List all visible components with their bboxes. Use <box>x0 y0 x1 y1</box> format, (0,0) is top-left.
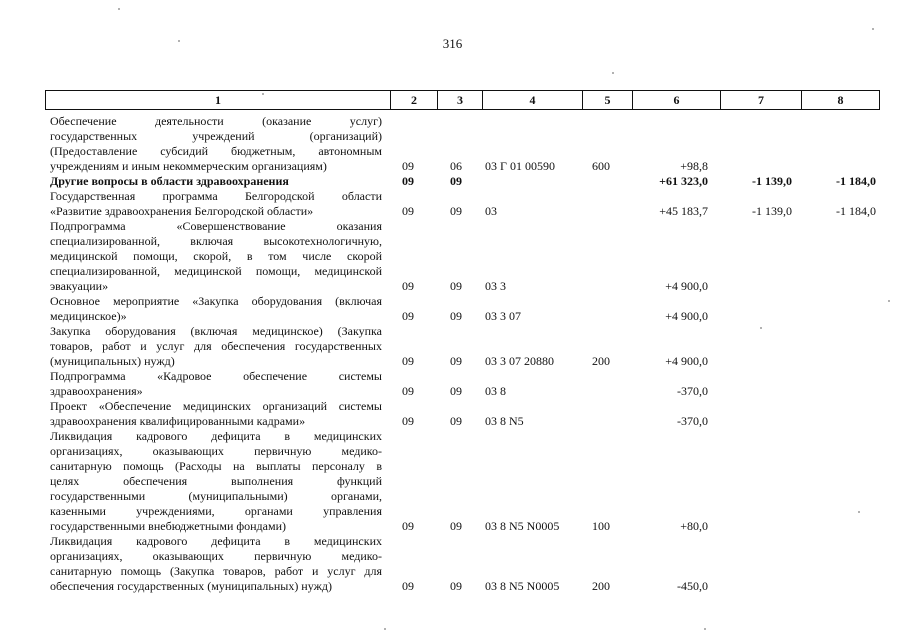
header-col-8: 8 <box>837 93 844 107</box>
row-8-description-line: государственными внебюджетными фондами) <box>50 519 287 533</box>
row-8-description <box>50 429 382 534</box>
row-0-col-5: 600 <box>592 159 610 173</box>
row-7-description-line: здравоохранения квалифицированными кадрами» <box>50 414 306 428</box>
row-4-col-4: 03 3 07 <box>485 309 521 323</box>
row-0-description-line: государственных учреждений (организаций) <box>50 129 382 143</box>
row-6-col-3: 09 <box>450 384 462 398</box>
row-6-description-line: Подпрограмма «Кадровое обеспечение системы <box>50 369 382 383</box>
row-2-col-3: 09 <box>450 204 462 218</box>
row-5-description-line: Закупка оборудования (включая медицинское) (Закупка <box>50 324 382 338</box>
row-6-col-2: 09 <box>402 384 414 398</box>
row-1-col-2: 09 <box>402 174 414 188</box>
row-3-description-line: эвакуации» <box>50 279 109 293</box>
row-4-col-2: 09 <box>402 309 414 323</box>
header-col-7: 7 <box>721 91 802 109</box>
scan-speck <box>760 327 762 329</box>
row-2-col-6: +45 183,7 <box>659 204 708 218</box>
row-1-col-7: -1 139,0 <box>752 174 792 188</box>
row-8-col-5: 100 <box>592 519 610 533</box>
row-2-description-line: «Развитие здравоохранения Белгородской области» <box>50 204 314 218</box>
scan-speck <box>704 628 706 630</box>
row-5-description-line: (муниципальных) нужд) <box>50 354 175 368</box>
row-3-col-6: +4 900,0 <box>665 279 708 293</box>
row-2-col-7: -1 139,0 <box>752 204 792 218</box>
row-3-col-4: 03 3 <box>485 279 506 293</box>
header-col-4: 4 <box>483 91 583 109</box>
table-header <box>45 90 880 110</box>
row-9-col-5: 200 <box>592 579 610 593</box>
row-2-col-8: -1 184,0 <box>836 204 876 218</box>
row-4-description-line: медицинское)» <box>50 309 127 323</box>
row-7-col-4: 03 8 N5 <box>485 414 524 428</box>
page-number: 316 <box>442 36 463 51</box>
row-3-col-3: 09 <box>450 279 462 293</box>
row-9-description-line: организациях, оказывающих первичную медико- <box>50 549 382 563</box>
row-1-col-3: 09 <box>450 174 462 188</box>
row-8-description-line: целях обеспечения выполнения функций <box>50 474 382 488</box>
scan-speck <box>888 300 890 302</box>
scan-speck <box>178 40 180 42</box>
row-2-col-4: 03 <box>485 204 497 218</box>
row-3-col-2: 09 <box>402 279 414 293</box>
row-0-col-3: 06 <box>450 159 462 173</box>
row-1-col-6: +61 323,0 <box>659 174 708 188</box>
row-4-col-6: +4 900,0 <box>665 309 708 323</box>
row-8-description-line: казенными учреждениями, органами управления <box>50 504 382 518</box>
row-3-description-line: специализированной, включая высокотехнологичную, <box>50 234 382 248</box>
row-8-description-line: государственными (муниципальными) органами, <box>50 489 382 503</box>
row-7-col-6: -370,0 <box>677 414 708 428</box>
row-7-col-3: 09 <box>450 414 462 428</box>
row-9-description <box>50 534 382 594</box>
scan-speck <box>262 93 264 95</box>
row-5-description-line: товаров, работ и услуг для обеспечения государственных <box>50 339 382 353</box>
row-5-col-2: 09 <box>402 354 414 368</box>
scan-speck <box>384 628 386 630</box>
scan-speck <box>118 8 120 10</box>
row-0-col-4: 03 Г 01 00590 <box>485 159 555 173</box>
row-9-description-line: Ликвидация кадрового дефицита в медицинских <box>50 534 382 548</box>
header-col-5: 5 <box>583 91 633 109</box>
scan-speck <box>858 511 860 513</box>
row-8-col-3: 09 <box>450 519 462 533</box>
row-8-col-4: 03 8 N5 N0005 <box>485 519 560 533</box>
row-5-col-5: 200 <box>592 354 610 368</box>
row-5-description <box>50 324 382 369</box>
row-0-description-line: Обеспечение деятельности (оказание услуг) <box>50 114 382 128</box>
row-6-col-6: -370,0 <box>677 384 708 398</box>
row-7-col-2: 09 <box>402 414 414 428</box>
row-3-description-line: специализированной, медицинской помощи, медицинской <box>50 264 382 278</box>
row-8-description-line: Ликвидация кадрового дефицита в медицинских <box>50 429 382 443</box>
row-3-description-line: Подпрограмма «Совершенствование оказания <box>50 219 382 233</box>
row-8-description-line: санитарную помощь (Расходы на выплаты персоналу в <box>50 459 382 473</box>
row-1-description <box>50 174 382 189</box>
row-0-description-line: учреждениям и иным некоммерческим организациям) <box>50 159 327 173</box>
row-6-description <box>50 369 382 399</box>
row-3-description-line: медицинской помощи, скорой, в том числе скорой <box>50 249 382 263</box>
row-2-description <box>50 189 382 219</box>
row-4-col-3: 09 <box>450 309 462 323</box>
row-5-col-4: 03 3 07 20880 <box>485 354 554 368</box>
row-4-description <box>50 294 382 324</box>
row-9-col-6: -450,0 <box>677 579 708 593</box>
row-8-col-6: +80,0 <box>680 519 708 533</box>
row-9-description-line: санитарную помощь (Закупка товаров, работ и услуг для <box>50 564 382 578</box>
row-5-col-6: +4 900,0 <box>665 354 708 368</box>
row-0-description-line: (Предоставление субсидий бюджетным, автономным <box>50 144 382 158</box>
row-3-description <box>50 219 382 294</box>
header-col-6: 6 <box>633 91 721 109</box>
row-5-col-3: 09 <box>450 354 462 368</box>
row-1-col-8: -1 184,0 <box>836 174 876 188</box>
header-col-3: 3 <box>438 91 483 109</box>
row-1-description-line: Другие вопросы в области здравоохранения <box>50 174 289 188</box>
scan-speck <box>612 72 614 74</box>
row-8-description-line: организациях, оказывающих первичную медико- <box>50 444 382 458</box>
row-6-col-4: 03 8 <box>485 384 506 398</box>
row-6-description-line: здравоохранения» <box>50 384 143 398</box>
scan-speck <box>872 28 874 30</box>
row-9-description-line: обеспечения государственных (муниципальных) нужд) <box>50 579 332 593</box>
row-0-col-2: 09 <box>402 159 414 173</box>
row-0-description <box>50 114 382 174</box>
row-4-description-line: Основное мероприятие «Закупка оборудования (включая <box>50 294 382 308</box>
row-9-col-3: 09 <box>450 579 462 593</box>
row-9-col-2: 09 <box>402 579 414 593</box>
row-7-description-line: Проект «Обеспечение медицинских организаций системы <box>50 399 382 413</box>
header-col-1: 1 <box>46 91 391 109</box>
row-2-description-line: Государственная программа Белгородской области <box>50 189 382 203</box>
header-col-2: 2 <box>391 91 438 109</box>
row-8-col-2: 09 <box>402 519 414 533</box>
row-2-col-2: 09 <box>402 204 414 218</box>
row-7-description <box>50 399 382 429</box>
row-0-col-6: +98,8 <box>680 159 708 173</box>
row-9-col-4: 03 8 N5 N0005 <box>485 579 560 593</box>
